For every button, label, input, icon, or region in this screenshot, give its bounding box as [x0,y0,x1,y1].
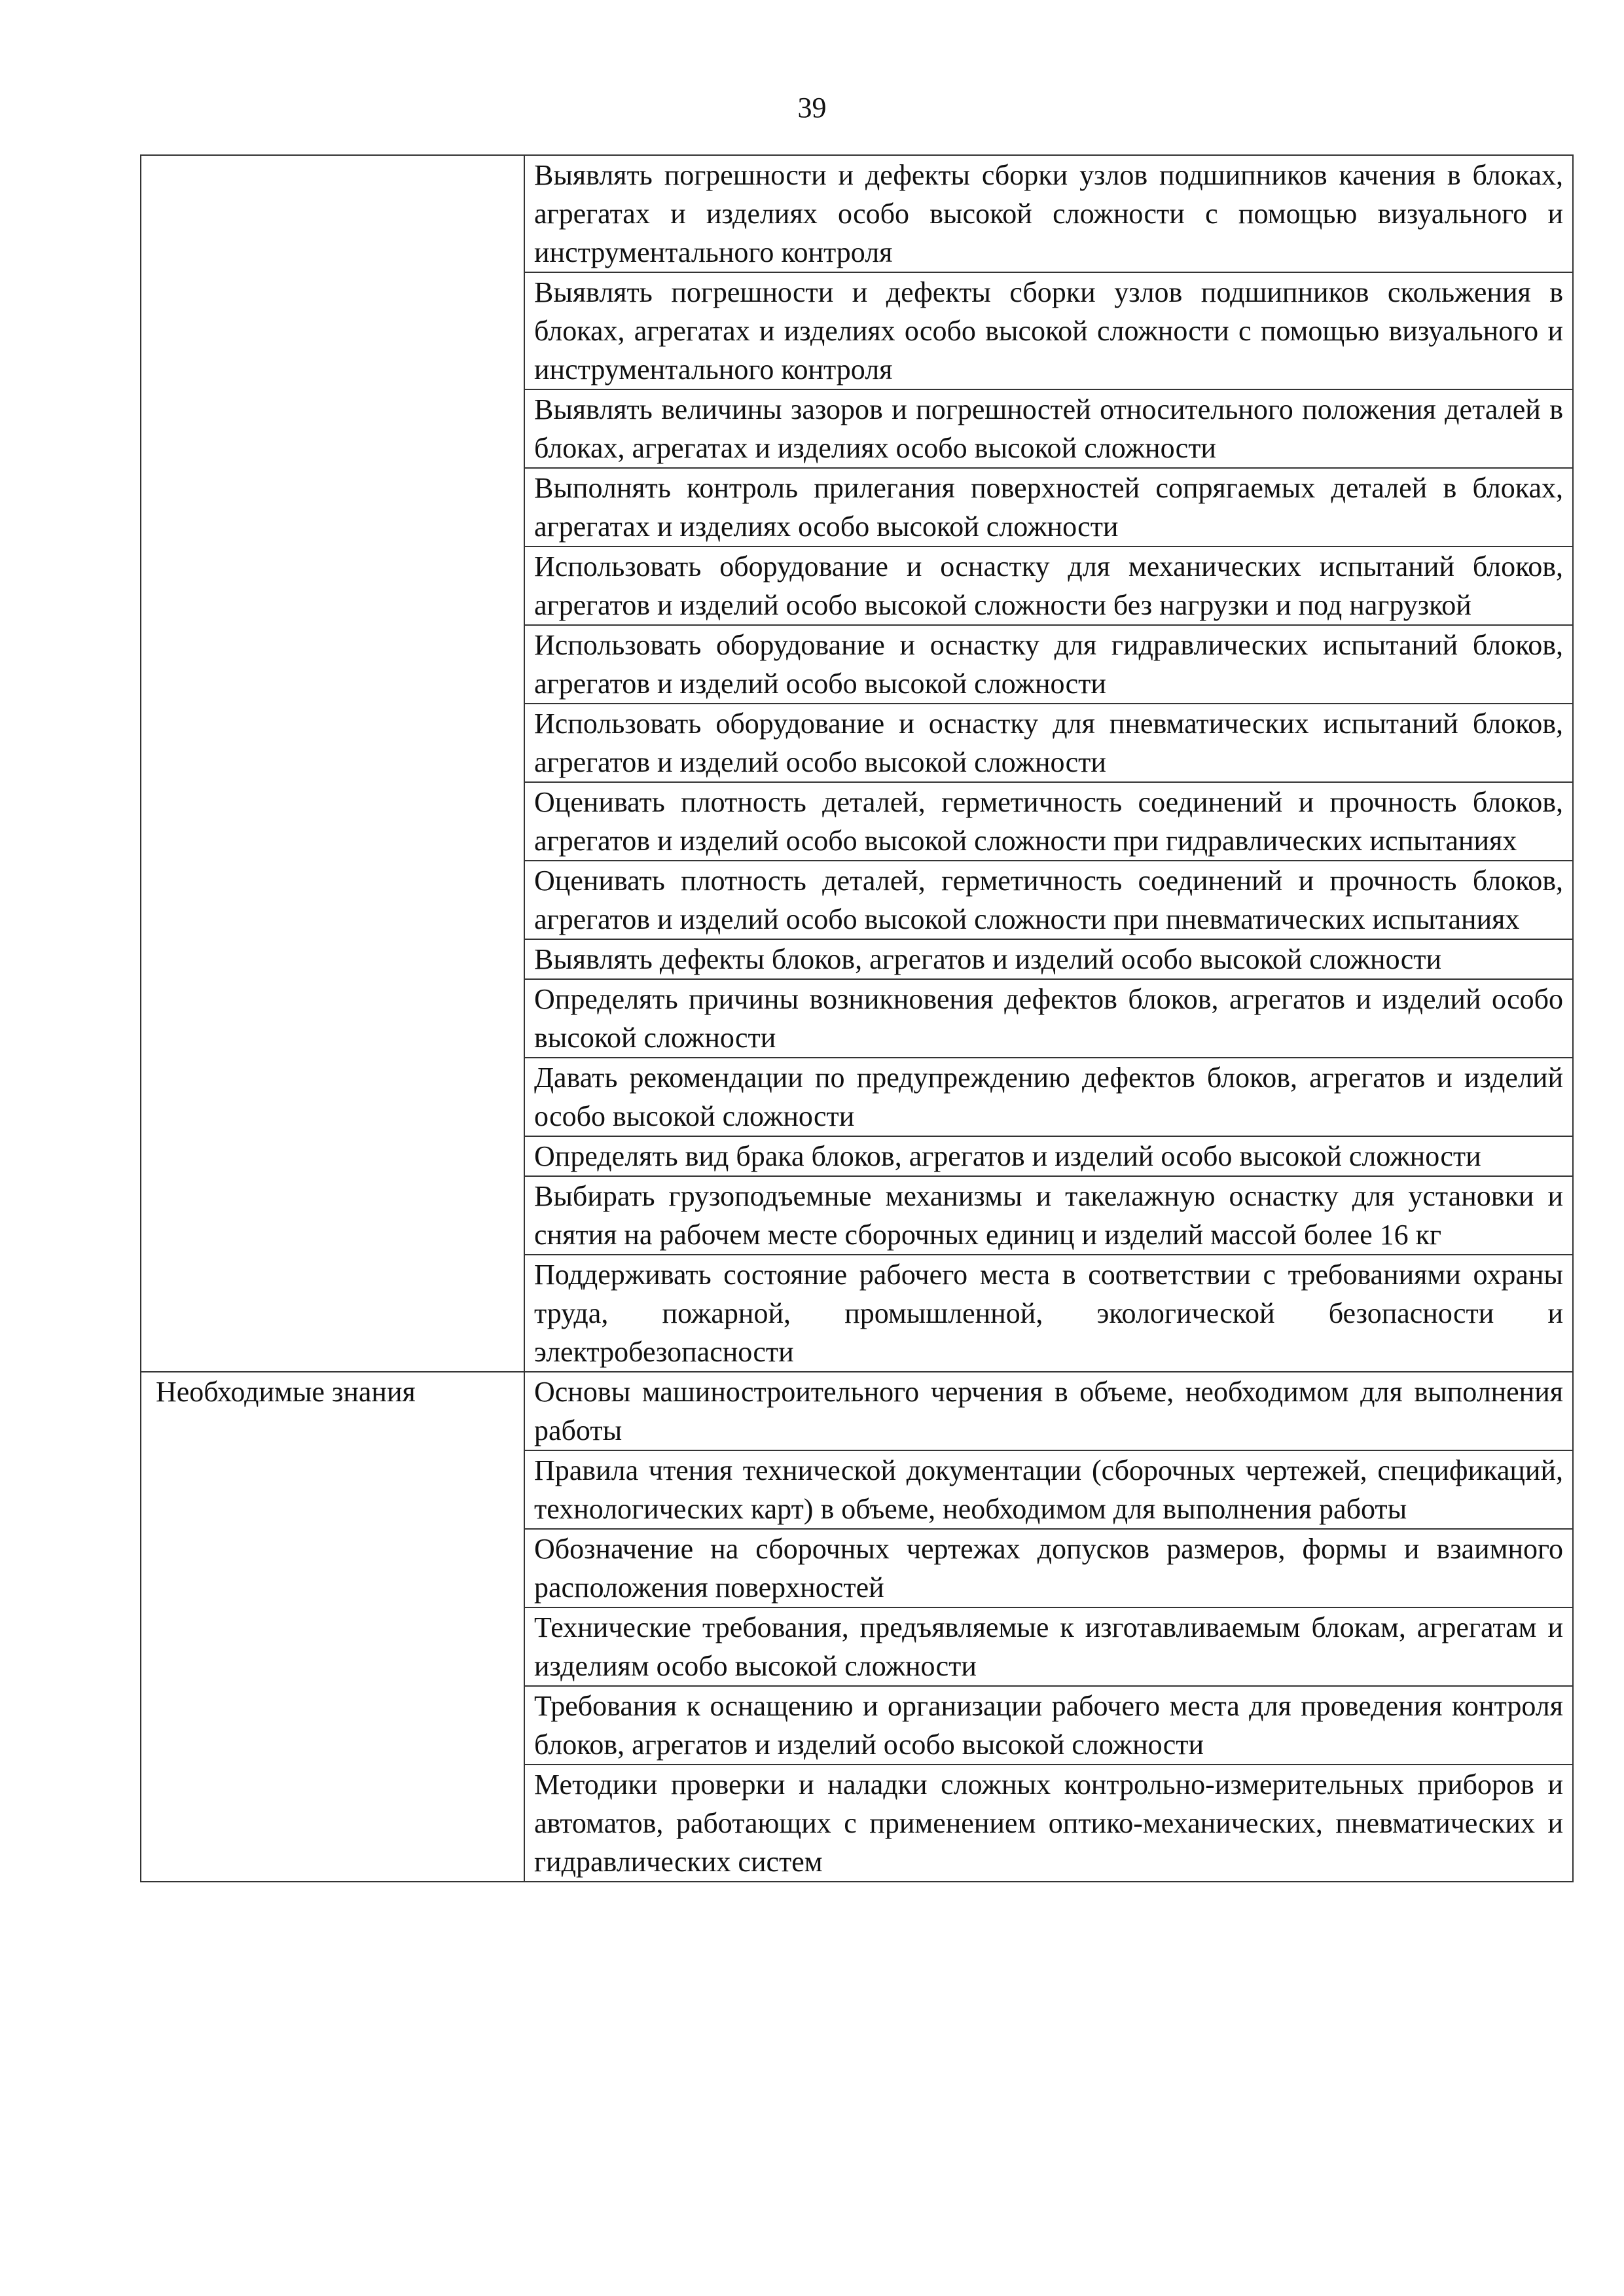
table-row [141,1372,1573,1450]
table-cell: Поддерживать состояние рабочего места в соответствии с требованиями охраны труда, пожарной, промышленной, экологической безопасности и электробезопасности [524,1255,1573,1372]
row-heading-knowledge: Необходимые знания [141,1372,524,1882]
table-cell: Выбирать грузоподъемные механизмы и такелажную оснастку для установки и снятия на рабочем месте сборочных единиц и изделий массой более 16 кг [524,1176,1573,1255]
page-number: 39 [797,92,827,124]
table-cell: Основы машиностроительного черчения в объеме, необходимом для выполнения работы [524,1372,1573,1450]
table-cell: Обозначение на сборочных чертежах допусков размеров, формы и взаимного расположения поверхностей [524,1529,1573,1607]
table-cell: Выявлять погрешности и дефекты сборки узлов подшипников качения в блоках, агрегатах и изделиях особо высокой сложности с помощью визуального и инструментального контроля [524,155,1573,272]
table-cell: Определять вид брака блоков, агрегатов и изделий особо высокой сложности [524,1136,1573,1176]
table-cell: Оценивать плотность деталей, герметичность соединений и прочность блоков, агрегатов и изделий особо высокой сложности при пневматических испытаниях [524,861,1573,939]
table-cell: Определять причины возникновения дефектов блоков, агрегатов и изделий особо высокой сложности [524,979,1573,1058]
table-cell: Оценивать плотность деталей, герметичность соединений и прочность блоков, агрегатов и изделий особо высокой сложности при гидравлических испытаниях [524,782,1573,861]
table-cell: Методики проверки и наладки сложных контрольно-измерительных приборов и автоматов, работающих с применением оптико-механических, пневматических и гидравлических систем [524,1765,1573,1882]
table-cell: Требования к оснащению и организации рабочего места для проведения контроля блоков, агрегатов и изделий особо высокой сложности [524,1686,1573,1765]
table-cell: Правила чтения технической документации (сборочных чертежей, спецификаций, технологических карт) в объеме, необходимом для выполнения работы [524,1450,1573,1529]
table-row [141,155,1573,272]
table-cell: Давать рекомендации по предупреждению дефектов блоков, агрегатов и изделий особо высокой сложности [524,1058,1573,1136]
row-heading-skills [141,155,524,1372]
table-cell: Использовать оборудование и оснастку для гидравлических испытаний блоков, агрегатов и изделий особо высокой сложности [524,625,1573,704]
table-cell: Технические требования, предъявляемые к изготавливаемым блокам, агрегатам и изделиям особо высокой сложности [524,1607,1573,1686]
table-cell: Выявлять погрешности и дефекты сборки узлов подшипников скольжения в блоках, агрегатах и изделиях особо высокой сложности с помощью визуального и инструментального контроля [524,272,1573,389]
table-cell: Выявлять величины зазоров и погрешностей относительного положения деталей в блоках, агрегатах и изделиях особо высокой сложности [524,389,1573,468]
competency-table [140,154,1574,1882]
table-cell: Выявлять дефекты блоков, агрегатов и изделий особо высокой сложности [524,939,1573,979]
table-cell: Использовать оборудование и оснастку для пневматических испытаний блоков, агрегатов и изделий особо высокой сложности [524,704,1573,782]
table-cell: Использовать оборудование и оснастку для механических испытаний блоков, агрегатов и изделий особо высокой сложности без нагрузки и под нагрузкой [524,547,1573,625]
table-cell: Выполнять контроль прилегания поверхностей сопрягаемых деталей в блоках, агрегатах и изделиях особо высокой сложности [524,468,1573,547]
